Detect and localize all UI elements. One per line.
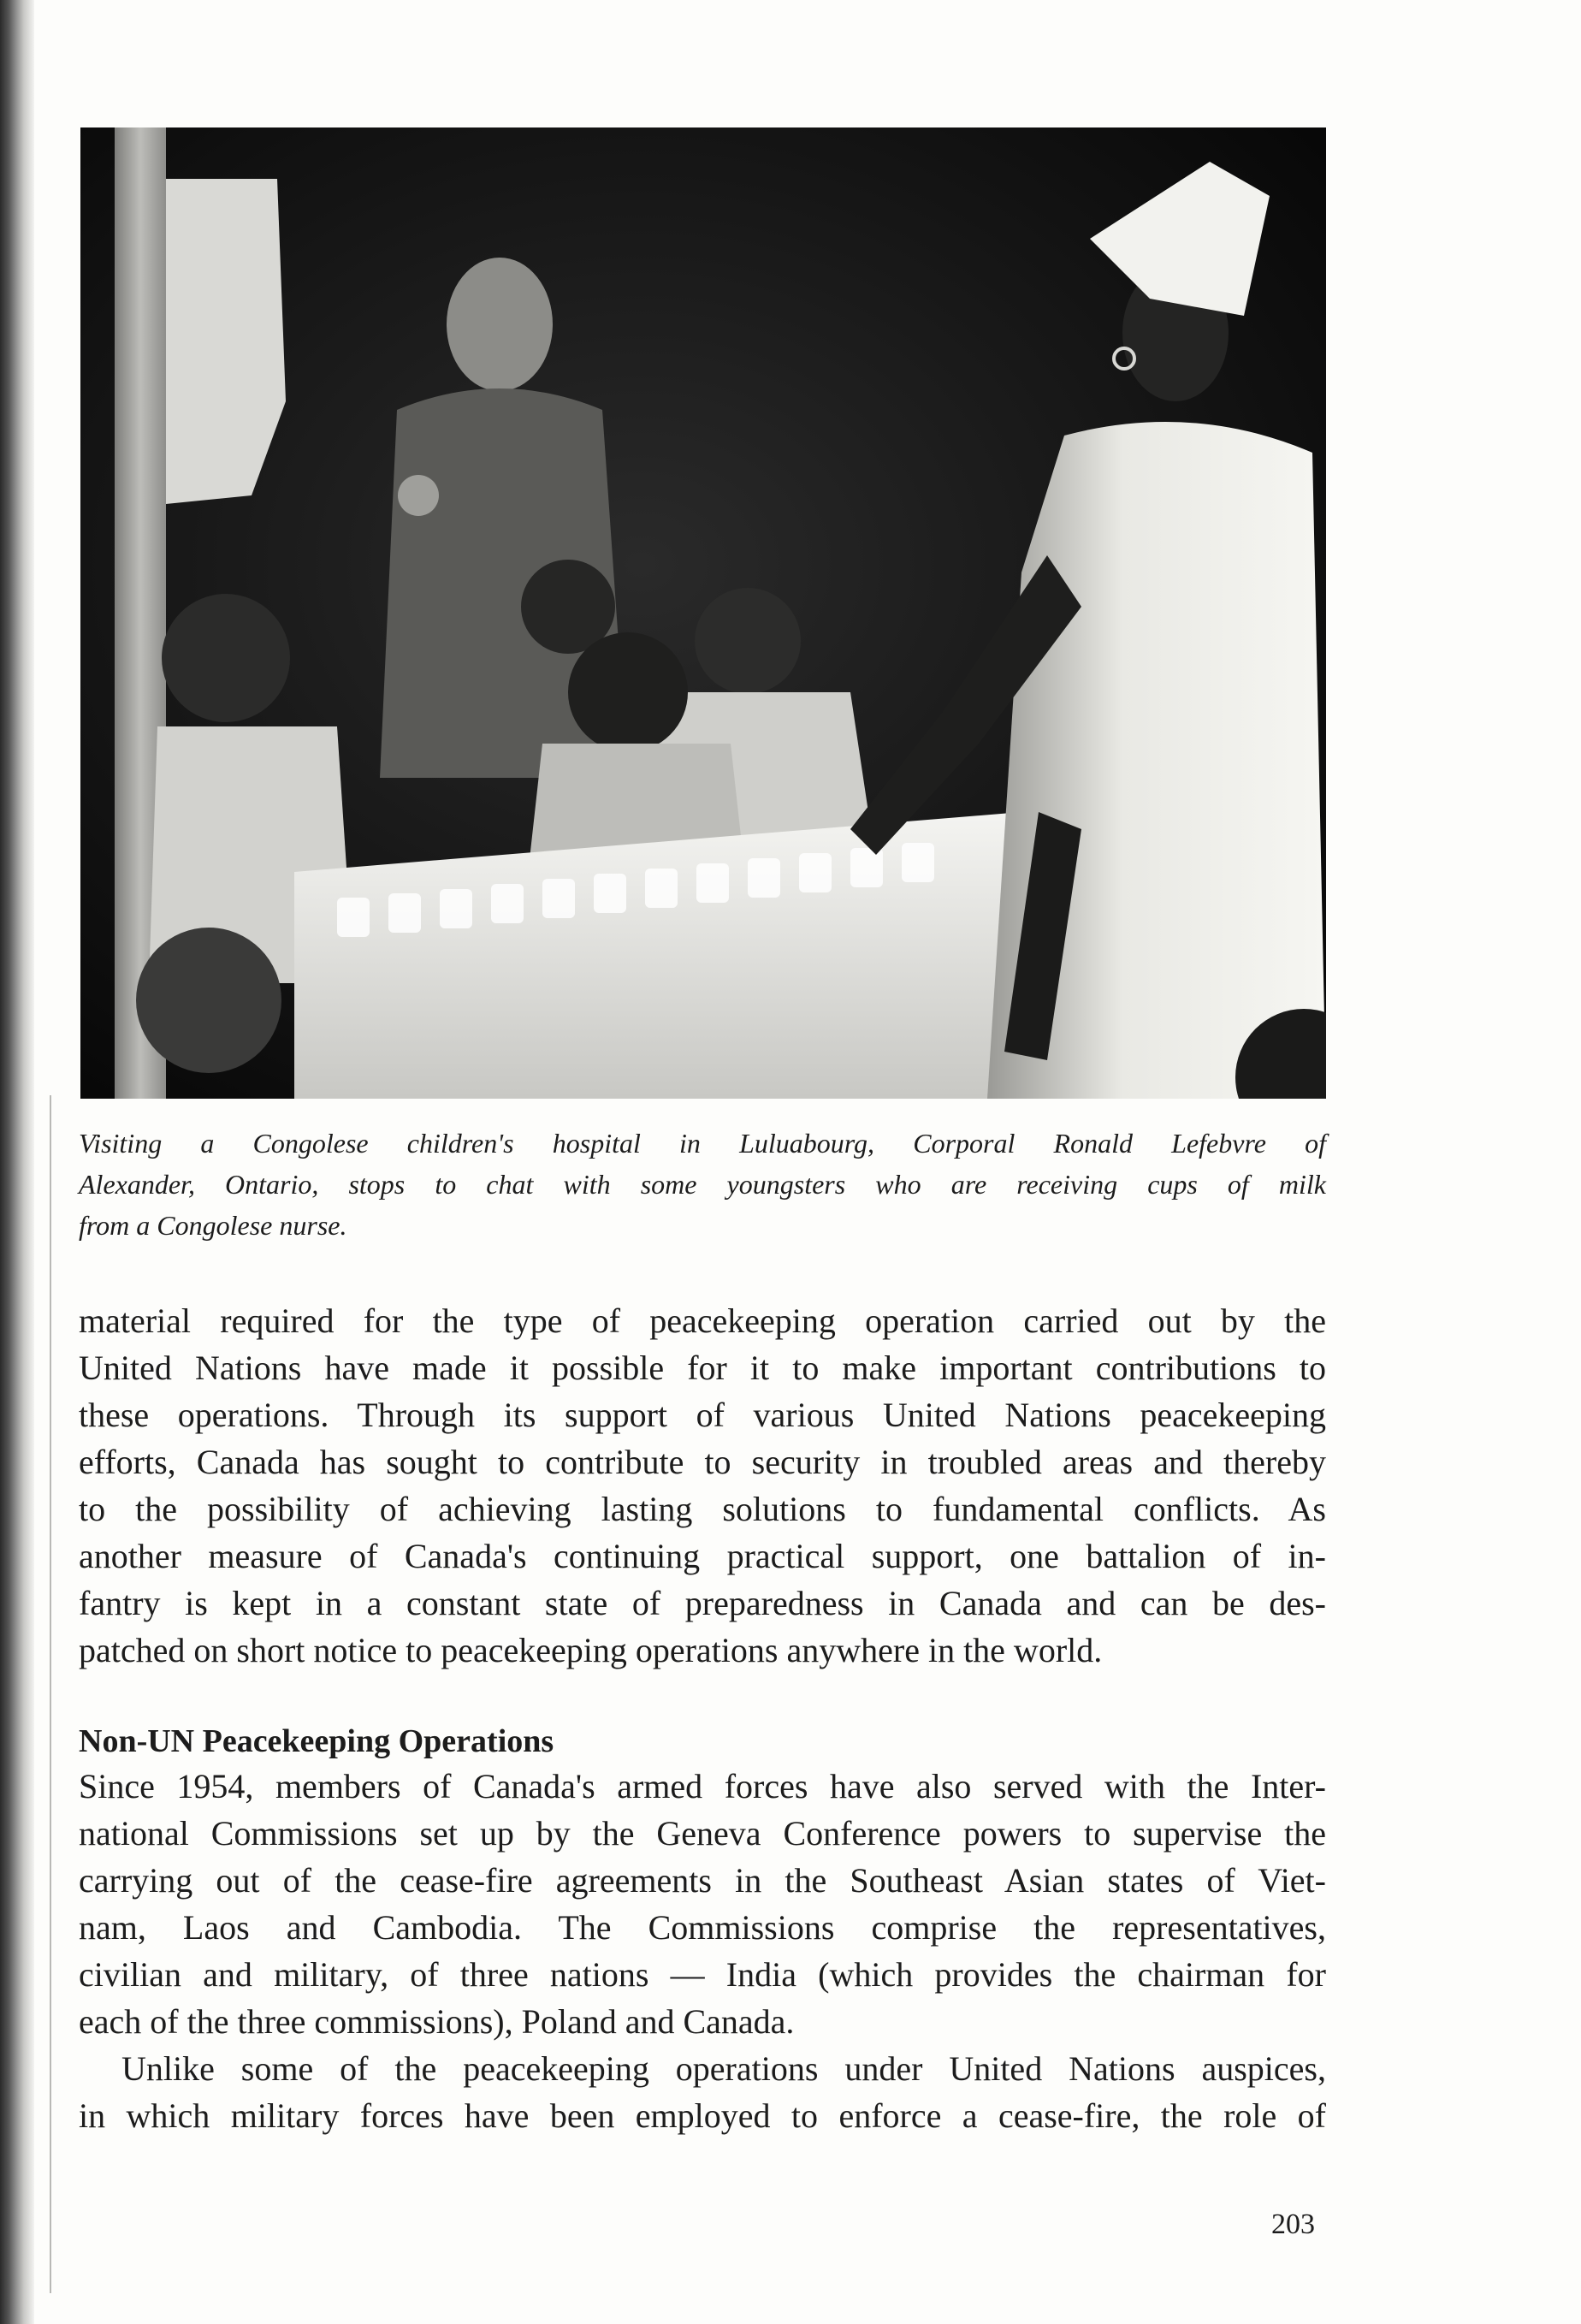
caption-line: Alexander, Ontario, stops to chat with some youngsters who are receiving cups of milk [79, 1169, 1326, 1200]
text-line: patched on short notice to peacekeeping operations anywhere in the world. [79, 1631, 1103, 1669]
photo-soldier-badge [398, 475, 439, 516]
body-paragraph-2 [79, 1763, 1326, 2045]
section-heading: Non-UN Peacekeeping Operations [79, 1723, 554, 1759]
caption-line: Visiting a Congolese children's hospital in Luluabourg, Corporal Ronald Lefebvre of [79, 1128, 1326, 1159]
text-line: efforts, Canada has sought to contribute to security in troubled areas and thereby [79, 1443, 1326, 1481]
text-line: national Commissions set up by the Geneva Conference powers to supervise the [79, 1814, 1326, 1853]
photo-child-left [162, 594, 290, 722]
body-paragraph-1 [79, 1297, 1326, 1674]
hospital-photograph [80, 127, 1326, 1099]
caption-line: from a Congolese nurse. [79, 1210, 347, 1241]
text-line: civilian and military, of three nations — India (which provides the chairman for [79, 1955, 1326, 1994]
text-line: another measure of Canada's continuing practical support, one battalion of in- [79, 1537, 1326, 1575]
body-paragraph-3 [79, 2045, 1326, 2139]
scan-margin-line [50, 1095, 51, 2293]
photo-child-right [695, 588, 801, 694]
text-line: in which military forces have been employed to enforce a cease-fire, the role of [79, 2096, 1326, 2135]
photo-child-drinking [568, 632, 688, 752]
page-number: 203 [1271, 2208, 1315, 2240]
photo-caption [79, 1123, 1326, 1246]
text-line: fantry is kept in a constant state of preparedness in Canada and can be des- [79, 1584, 1326, 1622]
text-line: United Nations have made it possible for it to make important contributions to [79, 1349, 1326, 1387]
text-line: nam, Laos and Cambodia. The Commissions comprise the representatives, [79, 1908, 1326, 1947]
text-line: material required for the type of peacekeeping operation carried out by the [79, 1301, 1326, 1340]
photograph-illustration [80, 127, 1326, 1099]
text-line: each of the three commissions), Poland and Canada. [79, 2002, 795, 2041]
text-line: carrying out of the cease-fire agreements in the Southeast Asian states of Viet- [79, 1861, 1326, 1900]
photo-child-bottom-left [136, 928, 281, 1073]
scan-binding-edge [0, 0, 34, 2324]
photo-soldier-head [447, 258, 553, 391]
text-line: to the possibility of achieving lasting solutions to fundamental conflicts. As [79, 1490, 1326, 1528]
text-line: Unlike some of the peacekeeping operations under United Nations auspices, [121, 2049, 1326, 2088]
text-line: Since 1954, members of Canada's armed forces have also served with the Inter- [79, 1767, 1326, 1805]
text-line: these operations. Through its support of various United Nations peacekeeping [79, 1396, 1326, 1434]
